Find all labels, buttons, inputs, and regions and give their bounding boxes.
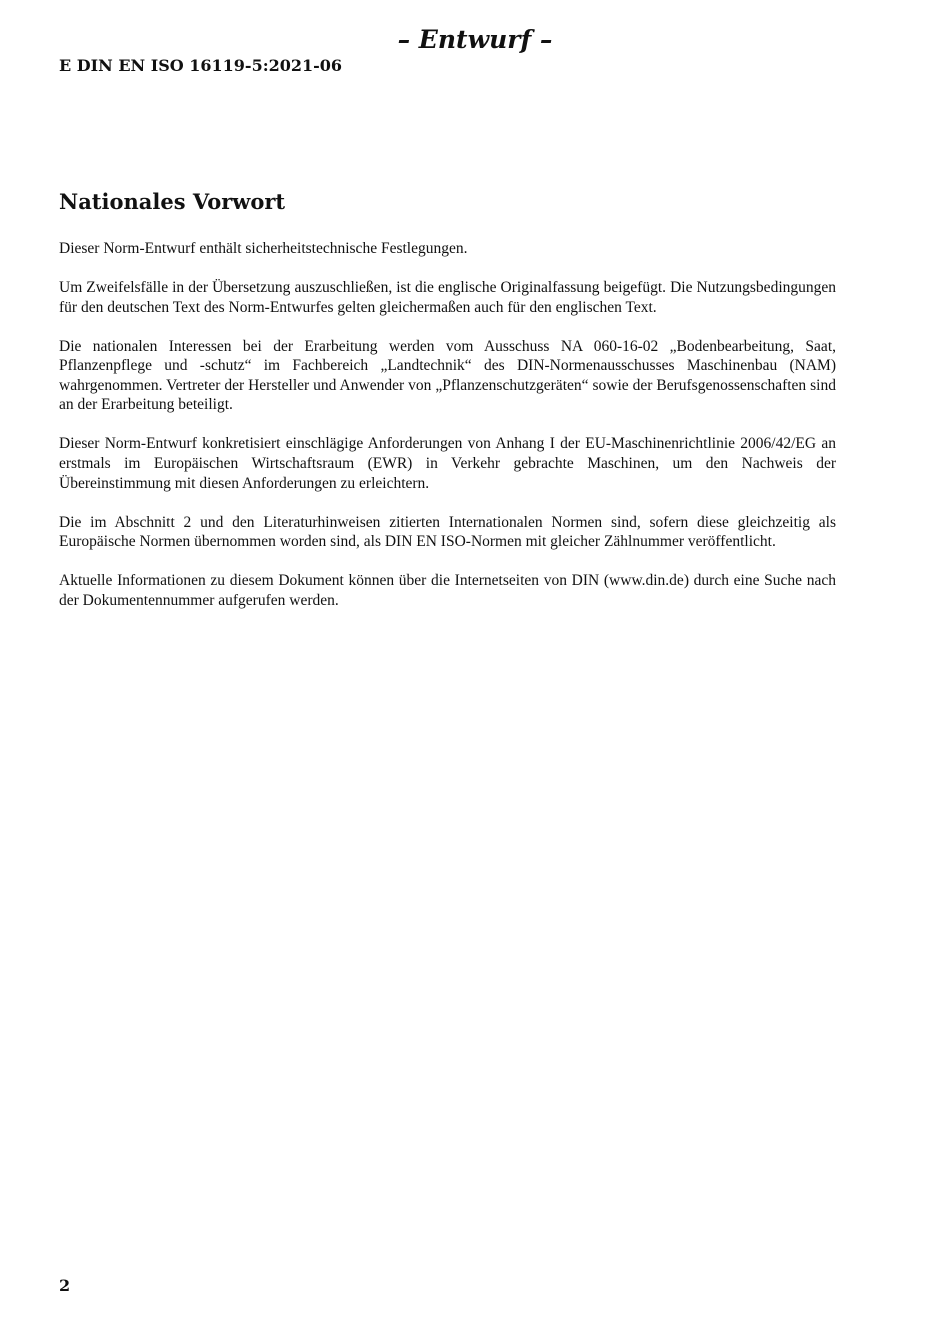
draft-watermark-heading: – Entwurf –	[397, 25, 553, 54]
section-title: Nationales Vorwort	[59, 189, 286, 214]
paragraph-translation: Um Zweifelsfälle in der Übersetzung auszuschließen, ist die englische Originalfassung beigefügt. Die Nutzungsbedingungen für den deutschen Text des Norm-Entwurfes gelten gleichermaßen auch für den englischen Text.	[59, 278, 836, 316]
page-number: 2	[59, 1276, 71, 1295]
paragraph-committee: Die nationalen Interessen bei der Erarbeitung werden vom Ausschuss NA 060-16-02 „Bodenbearbeitung, Saat, Pflanzenpflege und -schutz“ im Fachbereich „Landtechnik“ des DIN-Normenausschusses Maschinenbau (NAM) wahrgenommen. Vertreter der Hersteller und Anwender von „Pflanzenschutzgeräten“ sowie der Berufsgenossenschaften sind an der Erarbeitung beteiligt.	[59, 337, 836, 414]
paragraph-intro: Dieser Norm-Entwurf enthält sicherheitstechnische Festlegungen.	[59, 240, 468, 257]
paragraph-directive: Dieser Norm-Entwurf konkretisiert einschlägige Anforderungen von Anhang I der EU-Maschinenrichtlinie 2006/42/EG an erstmals im Europäischen Wirtschaftsraum (EWR) in Verkehr gebrachte Maschinen, um den Nachweis der Übereinstimmung mit diesen Anforderungen zu erleichtern.	[59, 435, 836, 492]
foreword-body	[59, 239, 836, 630]
paragraph-references: Die im Abschnitt 2 und den Literaturhinweisen zitierten Internationalen Normen sind, sofern diese gleichzeitig als Europäische Normen übernommen worden sind, als DIN EN ISO-Normen mit gleicher Zählnummer veröffentlicht.	[59, 513, 836, 551]
document-id: E DIN EN ISO 16119-5:2021-06	[59, 56, 343, 75]
paragraph-information: Aktuelle Informationen zu diesem Dokument können über die Internetseiten von DIN (www.din.de) durch eine Suche nach der Dokumentennummer aufgerufen werden.	[59, 572, 836, 609]
